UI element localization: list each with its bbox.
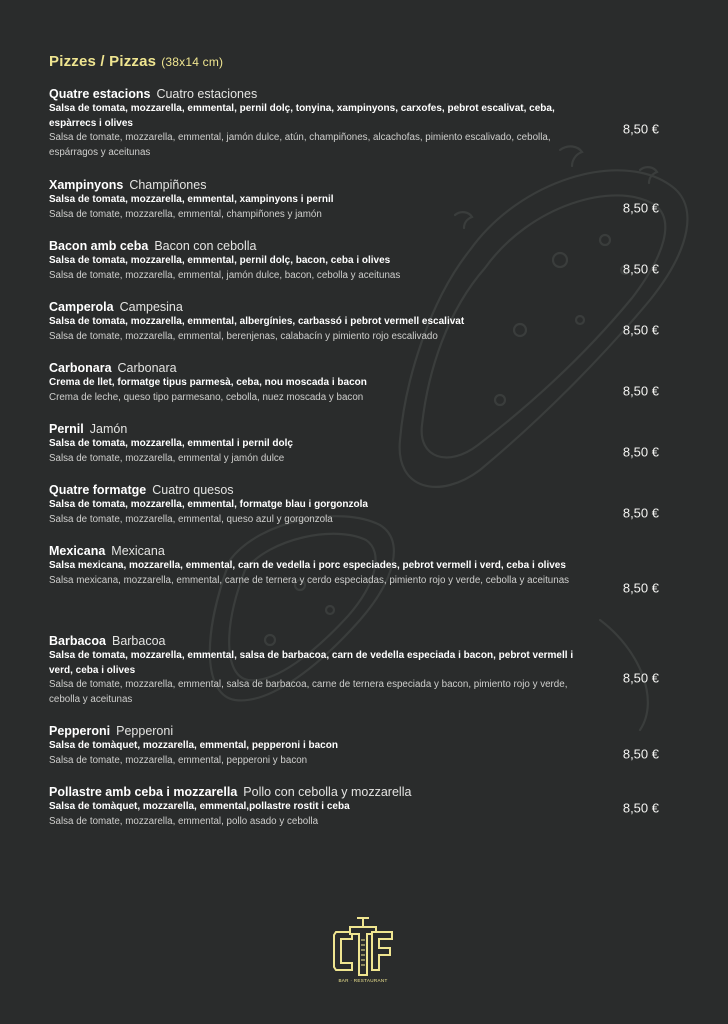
item-description-ca: Salsa de tomàquet, mozzarella, emmental,pollastre rostit i ceba (49, 801, 350, 812)
item-description-ca: Salsa mexicana, mozzarella, emmental, carn de vedella i porc especiades, pebrot vermell i verd, ceba i olives (49, 560, 566, 571)
item-description-es: Salsa de tomate, mozzarella, emmental, jamón dulce, bacon, cebolla y aceitunas (49, 269, 401, 281)
menu-item (49, 360, 679, 421)
item-name-ca: Quatre formatge (49, 483, 147, 497)
logo-tagline: BAR · RESTAURANT (338, 978, 388, 983)
item-name-es: Barbacoa (111, 634, 166, 648)
item-description-ca: Salsa de tomata, mozzarella, emmental, pernil dolç, tonyina, xampinyons, carxofes, pebrot escalivat, ceba, espàrrecs i olives (49, 103, 555, 129)
item-description-ca: Salsa de tomàquet, mozzarella, emmental, pepperoni i bacon (49, 740, 338, 751)
item-description-es: Crema de leche, queso tipo parmesano, cebolla, nuez moscada y bacon (49, 391, 364, 403)
item-name-es: Mexicana (111, 544, 165, 558)
item-name-es: Pollo con cebolla y mozzarella (243, 785, 412, 799)
item-description-es: Salsa de tomate, mozzarella, emmental, champiñones y jamón (49, 208, 322, 220)
item-description-es: Salsa de tomate, mozzarella, emmental, pollo asado y cebolla (49, 815, 319, 827)
item-description-ca: Salsa de tomata, mozzarella, emmental i pernil dolç (49, 438, 293, 449)
menu-item (49, 421, 679, 482)
item-name-es: Cuatro estaciones (156, 87, 258, 101)
item-name-es: Champiñones (129, 178, 207, 192)
item-name-es: Cuatro quesos (152, 483, 234, 497)
item-price: 8,50 € (622, 322, 659, 337)
item-name-ca: Camperola (49, 300, 114, 314)
menu-item (49, 723, 679, 784)
item-description-es: Salsa de tomate, mozzarella, emmental, pepperoni y bacon (49, 754, 308, 766)
item-description-es: Salsa de tomate, mozzarella, emmental, berenjenas, calabacín y pimiento rojo escalivado (49, 330, 438, 342)
item-name-ca: Xampinyons (49, 178, 124, 192)
item-name-ca: Pepperoni (49, 724, 111, 738)
section-title (49, 53, 223, 70)
item-price: 8,50 € (622, 383, 659, 398)
menu-item (49, 177, 679, 238)
menu-item (49, 543, 679, 633)
item-price: 8,50 € (622, 121, 659, 137)
item-price: 8,50 € (622, 505, 659, 520)
item-name-es: Bacon con cebolla (154, 239, 257, 253)
item-description-es: Salsa mexicana, mozzarella, emmental, carne de ternera y cerdo especiadas, pimiento rojo y verde, cebolla y aceitunas (49, 574, 570, 586)
item-description-ca: Salsa de tomata, mozzarella, emmental, xampinyons i pernil (49, 194, 334, 205)
item-description-es: Salsa de tomate, mozzarella, emmental y jamón dulce (49, 452, 285, 464)
menu-item (49, 633, 679, 723)
item-name-ca: Quatre estacions (49, 87, 151, 101)
item-description-es: Salsa de tomate, mozzarella, emmental, jamón dulce, atún, champiñones, alcachofas, pimiento escalivado, cebolla, espárragos y aceitunas (49, 132, 551, 158)
item-description-ca: Salsa de tomata, mozzarella, emmental, albergínies, carbassó i pebrot vermell escalivat (49, 316, 465, 327)
item-price: 8,50 € (622, 444, 659, 459)
menu-items-list (49, 86, 679, 832)
menu-item (49, 238, 679, 299)
item-name-ca: Pernil (49, 422, 84, 436)
item-name-es: Campesina (119, 300, 183, 314)
item-name-ca: Bacon amb ceba (49, 239, 149, 253)
item-description-es: Salsa de tomate, mozzarella, emmental, queso azul y gorgonzola (49, 513, 333, 525)
menu-item (49, 86, 679, 172)
item-name-ca: Mexicana (49, 544, 106, 558)
item-price: 8,50 € (622, 200, 659, 215)
item-name-es: Pepperoni (116, 724, 174, 738)
section-title-text: Pizzes / Pizzas (49, 53, 157, 70)
menu-item (49, 299, 679, 360)
item-price: 8,50 € (622, 261, 659, 276)
ctf-logo (330, 915, 396, 985)
item-price: 8,50 € (622, 670, 659, 686)
section-size: (38x14 cm) (161, 55, 224, 69)
item-description-ca: Crema de llet, formatge tipus parmesà, ceba, nou moscada i bacon (49, 377, 367, 388)
item-name-ca: Pollastre amb ceba i mozzarella (49, 785, 238, 799)
item-name-es: Carbonara (117, 361, 177, 375)
menu-item (49, 784, 679, 832)
item-name-ca: Barbacoa (49, 634, 106, 648)
item-price: 8,50 € (622, 580, 659, 596)
item-price: 8,50 € (622, 800, 659, 816)
item-price: 8,50 € (622, 746, 659, 761)
menu-item (49, 482, 679, 543)
item-name-es: Jamón (89, 422, 128, 436)
item-description-ca: Salsa de tomata, mozzarella, emmental, formatge blau i gorgonzola (49, 499, 368, 510)
item-description-ca: Salsa de tomata, mozzarella, emmental, pernil dolç, bacon, ceba i olives (49, 255, 391, 266)
item-name-ca: Carbonara (49, 361, 112, 375)
item-description-ca: Salsa de tomata, mozzarella, emmental, salsa de barbacoa, carn de vedella especiada i bacon, pebrot vermell i verd, ceba i olives (49, 650, 574, 676)
item-description-es: Salsa de tomate, mozzarella, emmental, salsa de barbacoa, carne de ternera especiada y bacon, pimiento rojo y verde, cebolla y aceitunas (49, 679, 568, 705)
